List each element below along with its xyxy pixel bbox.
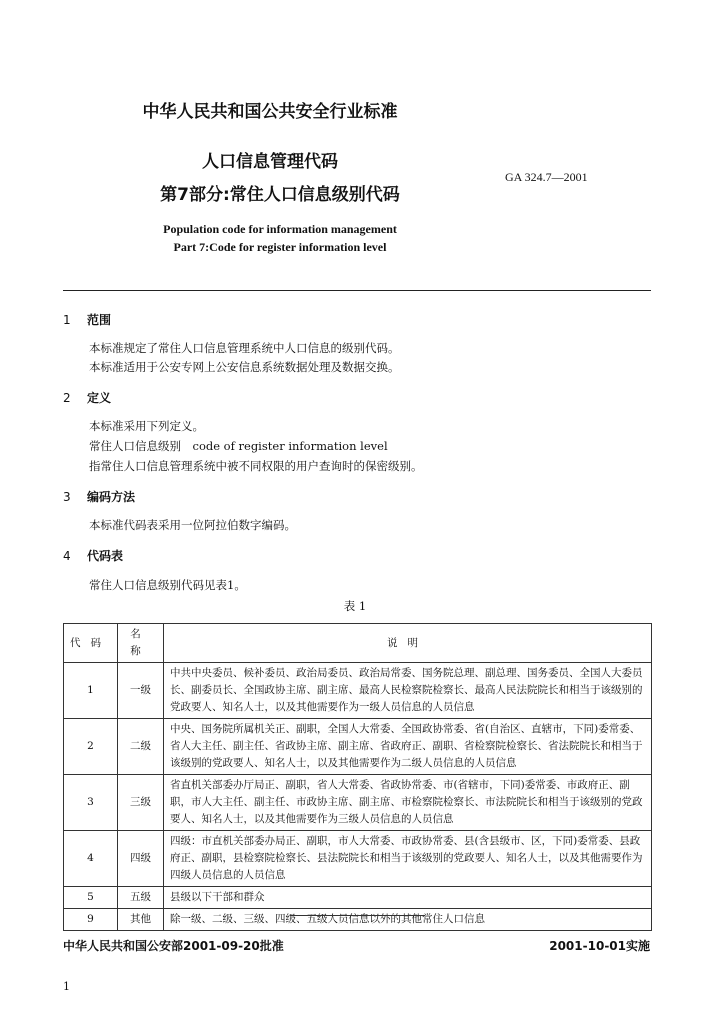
cell-name: 三级 — [118, 775, 164, 831]
header-name: 名称 — [118, 624, 164, 663]
code-table — [63, 623, 652, 931]
section-heading: 4 代码表 — [63, 549, 124, 563]
cell-code: 4 — [64, 831, 118, 887]
paragraph: 常住人口信息级别 code of register information level — [89, 439, 388, 453]
paragraph: 本标准采用下列定义。 — [89, 419, 204, 433]
standard-number: GA 324.7—2001 — [505, 170, 588, 184]
cell-desc: 除一级、二级、三级、四级、五级人员信息以外的其他常住人口信息 — [164, 909, 652, 931]
english-title: Population code for information management — [163, 222, 397, 236]
cell-code: 3 — [64, 775, 118, 831]
document-subtitle: 第7部分:常住人口信息级别代码 — [160, 185, 400, 205]
approval-date: 中华人民共和国公安部2001-09-20批准 — [63, 939, 284, 953]
cell-desc: 县级以下干部和群众 — [164, 887, 652, 909]
header-divider — [63, 290, 651, 291]
effective-date: 2001-10-01实施 — [549, 939, 650, 953]
page-number: 1 — [63, 980, 70, 993]
paragraph: 常住人口信息级别代码见表1。 — [89, 578, 246, 592]
paragraph: 本标准规定了常住人口信息管理系统中人口信息的级别代码。 — [89, 341, 400, 355]
paragraph: 本标准代码表采用一位阿拉伯数字编码。 — [89, 518, 296, 532]
cell-desc: 中央、国务院所属机关正、副职，全国人大常委、全国政协常委、省(自治区、直辖市，下同)委常委、省人大主任、副主任、省政协主席、副主席、省政府正、副职、省检察院检察长、省法院院长和相当于该级别的党政要人、知名人士，以及其他需要作为二级人员信息的人员信息 — [164, 719, 652, 775]
english-subtitle: Part 7:Code for register information level — [173, 240, 387, 254]
cell-name: 其他 — [118, 909, 164, 931]
section-heading: 1 范围 — [63, 313, 112, 327]
table-row — [64, 719, 652, 775]
end-rule — [290, 915, 425, 916]
cell-code: 2 — [64, 719, 118, 775]
table-row — [64, 831, 652, 887]
cell-code: 5 — [64, 887, 118, 909]
cell-desc: 四级：市直机关部委办局正、副职，市人大常委、市政协常委、县(含县级市、区，下同)委常委、县政府正、副职，县检察院检察长、县法院院长和相当于该级别的党政要人、知名人士，以及其他需要作为四级人员信息的人员信息 — [164, 831, 652, 887]
table-header-row — [64, 624, 652, 663]
table-row — [64, 663, 652, 719]
table-row — [64, 909, 652, 931]
header-code: 代码 — [64, 624, 118, 663]
table-row — [64, 887, 652, 909]
cell-desc: 省直机关部委办厅局正、副职，省人大常委、省政协常委、市(省辖市，下同)委常委、市政府正、副职，市人大主任、副主任、市政协主席、副主席、市检察院检察长、市法院院长和相当于该级别的党政要人、知名人士，以及其他需要作为三级人员信息的人员信息 — [164, 775, 652, 831]
cell-name: 二级 — [118, 719, 164, 775]
section-heading: 2 定义 — [63, 391, 112, 405]
table-row — [64, 775, 652, 831]
cell-name: 一级 — [118, 663, 164, 719]
header-desc: 说明 — [164, 624, 652, 663]
section-heading: 3 编码方法 — [63, 490, 136, 504]
document-title: 人口信息管理代码 — [202, 152, 338, 172]
cell-name: 五级 — [118, 887, 164, 909]
cell-code: 1 — [64, 663, 118, 719]
paragraph: 本标准适用于公安专网上公安信息系统数据处理及数据交换。 — [89, 360, 400, 374]
table-caption: 表 1 — [343, 599, 367, 613]
cell-name: 四级 — [118, 831, 164, 887]
cell-desc: 中共中央委员、候补委员、政治局委员、政治局常委、国务院总理、副总理、国务委员、全国人大委员长、副委员长、全国政协主席、副主席、最高人民检察院检察长、最高人民法院院长和相当于该级别的党政要人、知名人士，以及其他需要作为一级人员信息的人员信息 — [164, 663, 652, 719]
cell-code: 9 — [64, 909, 118, 931]
org-standard-heading: 中华人民共和国公共安全行业标准 — [142, 102, 398, 122]
paragraph: 指常住人口信息管理系统中被不同权限的用户查询时的保密级别。 — [89, 459, 423, 473]
